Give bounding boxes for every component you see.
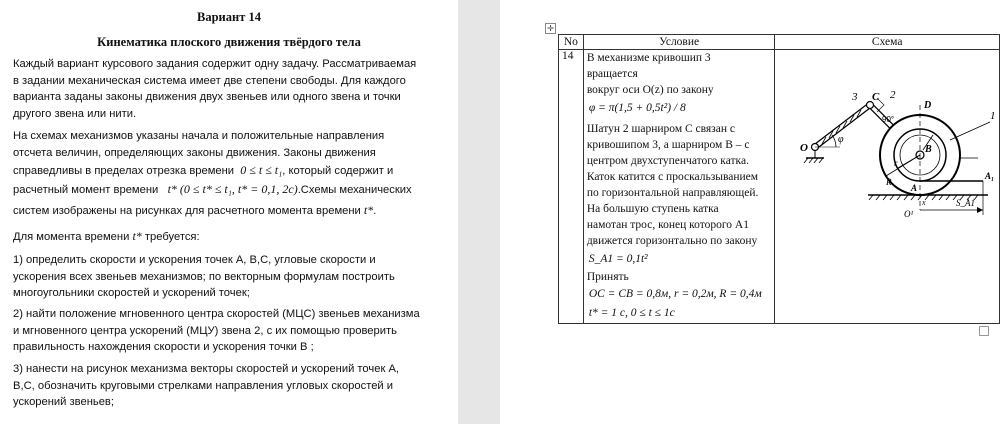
move-handle-icon[interactable]: ✛	[545, 23, 556, 34]
page-gutter	[458, 0, 500, 424]
given-time: t* = 1 c, 0 ≤ t ≤ 1c	[588, 307, 675, 319]
label-small-r: r	[894, 158, 898, 168]
text-line: многоугольники скоростей и ускорений точек;	[13, 287, 250, 299]
label-point-a1: A₁	[985, 171, 995, 181]
label-point-b: B	[925, 144, 933, 155]
list-item-1	[13, 252, 443, 302]
label-big-r: R	[886, 177, 892, 187]
table-resize-handle[interactable]	[979, 326, 989, 336]
header-scheme: Схема	[775, 35, 1000, 50]
table-row	[559, 50, 1000, 324]
text-line: 2) найти положение мгновенного центра скоростей (МЦС) звеньев механизма	[13, 308, 420, 320]
label-crank: 3	[852, 91, 858, 103]
right-page	[500, 0, 1000, 424]
t-star-symbol: t*	[132, 229, 142, 243]
list-item-3	[13, 361, 443, 411]
text-span: систем изображены на рисунках для расчетного момента времени	[13, 205, 361, 217]
text-line: B,C, обозначить круговыми стрелками направления угловых скоростей и	[13, 379, 394, 392]
text-span: требуется:	[144, 231, 200, 243]
list-item-2	[13, 306, 443, 356]
label-point-o: O	[800, 142, 809, 154]
text-line: и мгновенного центра ускорений (МЦУ) звена 2, с их помощью проверить	[13, 324, 397, 337]
condition-line: по горизонтальной направляющей.	[586, 187, 759, 199]
text-line: в задании механическая система имеет две степени свободы. Для каждого	[13, 74, 406, 87]
text-span: Для момента времени	[13, 231, 130, 243]
label-point-a: A	[911, 183, 918, 193]
paragraph-requirement	[13, 228, 443, 246]
crank-rotation-law: φ = π(1,5 + 0,5t²) / 8	[588, 102, 686, 114]
label-rod: 2	[890, 89, 896, 101]
time-interval-formula: 0 ≤ t ≤ t₁	[240, 163, 283, 177]
mechanism-svg	[778, 60, 1000, 220]
text-span: .	[373, 205, 377, 217]
paragraph-intro	[13, 56, 443, 122]
text-line: ускорения всех звеньев механизмов; по векторным формулам построить	[13, 270, 395, 283]
table-header-row	[559, 35, 1000, 50]
paragraph-laws-line5	[13, 201, 443, 220]
text-line: ускорений звеньев;	[13, 396, 114, 408]
text-line: Каждый вариант курсового задания содержит одну задачу. Рассматриваемая	[13, 58, 417, 70]
header-condition: Условие	[583, 35, 775, 50]
condition-line: В механизме кривошип 3	[586, 52, 711, 64]
text-span: , который содержит и	[282, 165, 394, 177]
text-span: справедливы в пределах отрезка времени	[13, 165, 235, 177]
label-axis-x: x	[922, 198, 926, 207]
text-line: другого звена или нити.	[13, 107, 137, 120]
label-point-c: C	[872, 91, 880, 103]
text-span: .Схемы механических	[297, 184, 412, 196]
task-table	[558, 34, 1000, 324]
label-phi: φ	[838, 134, 844, 145]
text-line: правильность нахождения скорости и ускорения точки B ;	[13, 341, 314, 353]
label-point-o1: O¹	[904, 209, 914, 219]
text-line: отсчета величин, определяющих законы движения. Законы движения	[13, 146, 376, 159]
text-line: 3) нанести на рисунок механизма векторы скоростей и ускорений точек A,	[13, 363, 400, 375]
condition-line: На большую ступень катка	[586, 203, 719, 215]
given-dimensions: OC = CB = 0,8м, r = 0,2м, R = 0,4м	[588, 288, 762, 300]
condition-line: вращается	[586, 68, 638, 80]
section-title: Кинематика плоского движения твёрдого тела	[97, 35, 361, 49]
row-number: 14	[559, 50, 584, 324]
text-span: расчетный момент времени	[13, 184, 159, 196]
label-s-a1: S_A1	[956, 198, 976, 208]
text-line: На схемах механизмов указаны начала и положительные направления	[13, 130, 385, 142]
paragraph-laws-line4	[13, 180, 443, 199]
condition-line: кривошипом 3, а шарниром В – с	[586, 139, 750, 151]
condition-line: Принять	[586, 271, 629, 283]
condition-line: Каток катится с проскальзыванием	[586, 171, 759, 183]
mechanism-diagram	[778, 50, 996, 322]
condition-line: центром двухступенчатого катка.	[586, 155, 749, 167]
condition-cell	[583, 50, 775, 324]
paragraph-laws-line3	[13, 161, 443, 180]
text-line: 1) определить скорости и ускорения точек A, B,C, угловые скорости и	[13, 254, 376, 266]
condition-line: намотан трос, конец которого А1	[586, 219, 749, 231]
variant-title: Вариант 14	[197, 10, 261, 24]
design-time-formula: t* (0 ≤ t* ≤ t₁, t* = 0,1, 2c)	[167, 182, 298, 196]
label-link1: 1	[990, 110, 996, 122]
condition-line: движется горизонтально по закону	[586, 235, 758, 247]
label-point-d: D	[924, 100, 932, 111]
condition-line: вокруг оси O(z) по закону	[586, 84, 714, 96]
label-angle: 90°	[882, 115, 895, 124]
header-no: No	[559, 35, 584, 50]
scheme-cell	[775, 50, 1000, 324]
cable-motion-law: S_A1 = 0,1t²	[588, 253, 648, 265]
left-page	[0, 0, 458, 424]
t-star-symbol: t*	[363, 203, 374, 217]
condition-line: Шатун 2 шарниром С связан с	[586, 123, 735, 135]
text-line: варианта заданы законы движения двух звеньев или одного звена и точки	[13, 91, 401, 103]
paragraph-laws	[13, 128, 443, 161]
